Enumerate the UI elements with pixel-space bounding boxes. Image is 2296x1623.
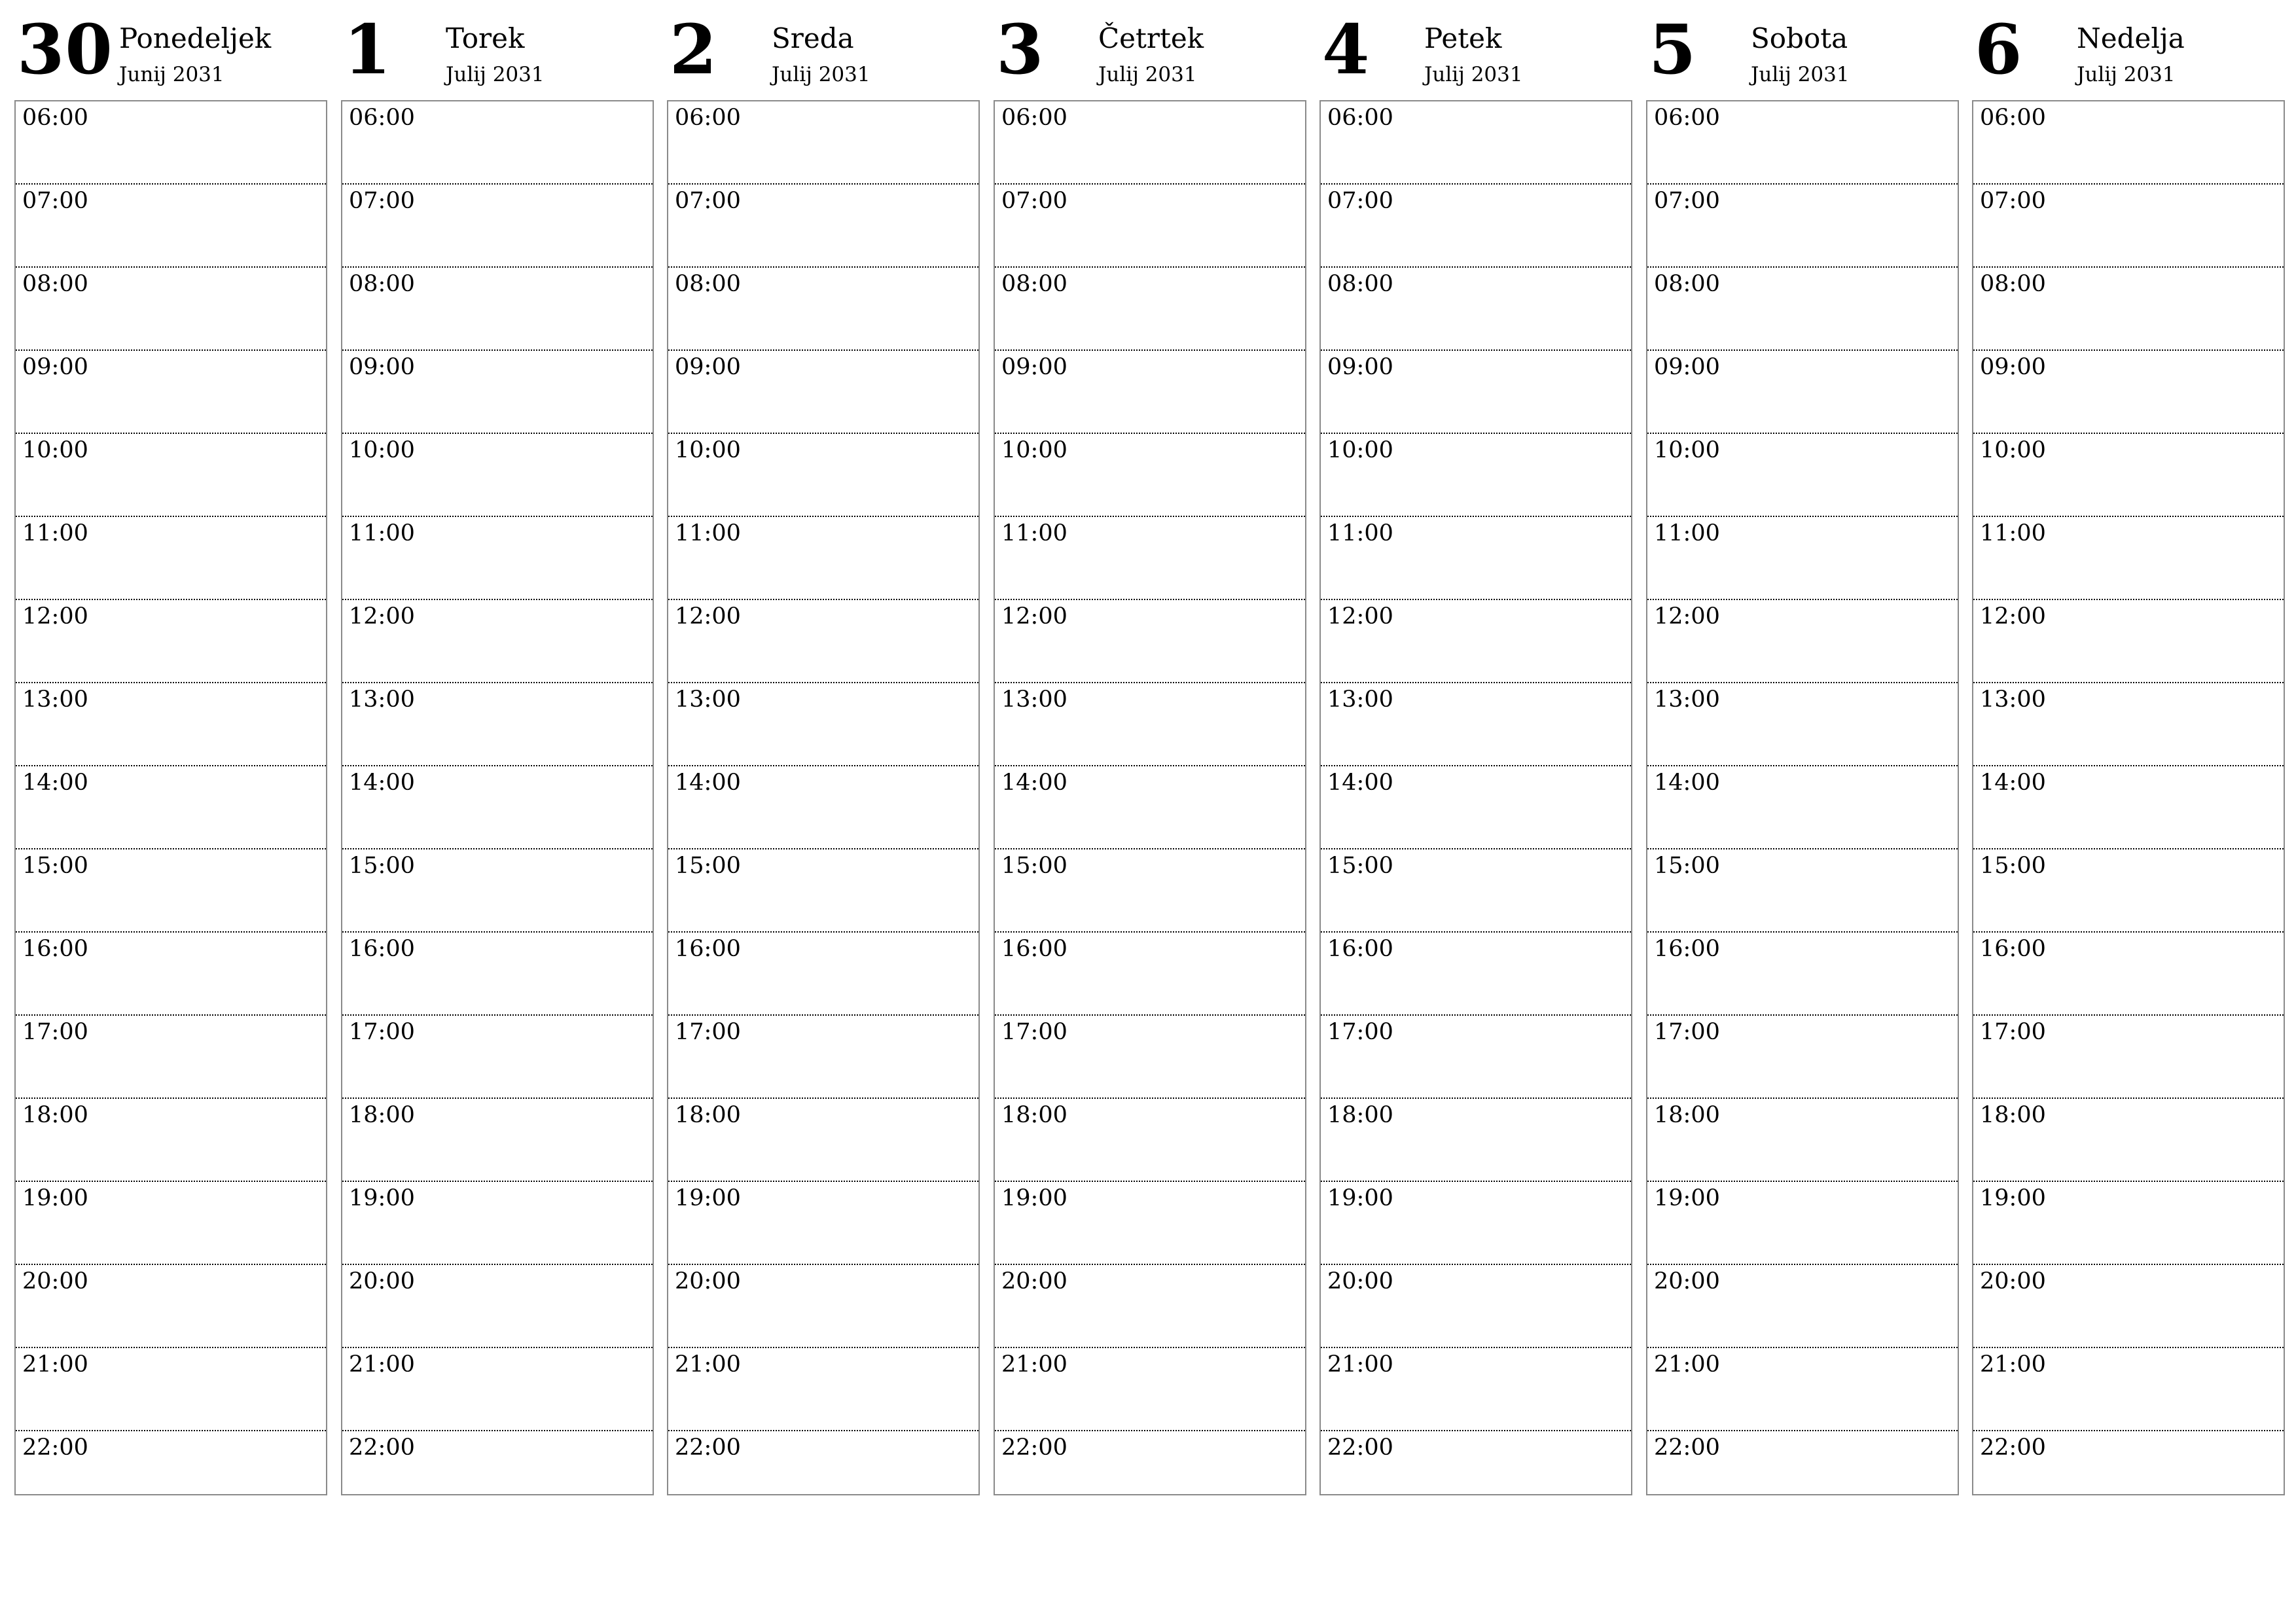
- hour-slot[interactable]: [342, 1265, 653, 1348]
- hour-label: 15:00: [1654, 853, 1720, 879]
- hour-label: 13:00: [675, 687, 741, 713]
- hour-slot-list: [1972, 100, 2285, 1495]
- hour-label: 14:00: [349, 770, 415, 796]
- day-month-year: Julij 2031: [446, 63, 545, 86]
- hour-slot[interactable]: [1321, 101, 1631, 185]
- hour-label: 19:00: [1654, 1185, 1720, 1211]
- hour-slot[interactable]: [1973, 1265, 2284, 1348]
- hour-slot[interactable]: [668, 101, 978, 185]
- hour-slot[interactable]: [16, 1016, 326, 1099]
- hour-label: 14:00: [1654, 770, 1720, 796]
- hour-label: 20:00: [1327, 1268, 1393, 1294]
- hour-slot[interactable]: [668, 351, 978, 434]
- hour-slot[interactable]: [16, 1182, 326, 1265]
- hour-slot[interactable]: [995, 185, 1305, 268]
- hour-slot[interactable]: [1973, 351, 2284, 434]
- hour-slot[interactable]: [1647, 766, 1958, 849]
- hour-label: 06:00: [1327, 105, 1393, 131]
- hour-label: 18:00: [1327, 1102, 1393, 1128]
- hour-slot[interactable]: [1647, 351, 1958, 434]
- hour-slot[interactable]: [1321, 1265, 1631, 1348]
- hour-slot[interactable]: [995, 600, 1305, 683]
- day-number: 5: [1649, 9, 1697, 90]
- hour-slot-list: [14, 100, 327, 1495]
- hour-slot[interactable]: [1321, 1182, 1631, 1265]
- hour-label: 20:00: [1001, 1268, 1067, 1294]
- day-month-year: Junij 2031: [119, 63, 224, 86]
- hour-label: 10:00: [1327, 437, 1393, 463]
- hour-slot[interactable]: [1973, 933, 2284, 1016]
- hour-label: 10:00: [1980, 437, 2046, 463]
- hour-label: 08:00: [1327, 271, 1393, 297]
- hour-slot[interactable]: [1321, 185, 1631, 268]
- hour-slot[interactable]: [342, 1182, 653, 1265]
- hour-label: 21:00: [1980, 1351, 2046, 1378]
- hour-label: 15:00: [22, 853, 88, 879]
- day-number: 1: [344, 9, 392, 90]
- hour-slot[interactable]: [1973, 683, 2284, 766]
- hour-slot[interactable]: [668, 268, 978, 351]
- hour-slot-list: [667, 100, 980, 1495]
- hour-label: 10:00: [1654, 437, 1720, 463]
- hour-slot[interactable]: [668, 1099, 978, 1182]
- hour-label: 08:00: [1001, 271, 1067, 297]
- hour-label: 11:00: [1327, 520, 1393, 546]
- hour-label: 13:00: [1980, 687, 2046, 713]
- hour-slot-list: [341, 100, 654, 1495]
- hour-label: 14:00: [1001, 770, 1067, 796]
- hour-label: 15:00: [675, 853, 741, 879]
- day-month-year: Julij 2031: [1424, 63, 1523, 86]
- hour-slot[interactable]: [16, 351, 326, 434]
- hour-slot[interactable]: [668, 185, 978, 268]
- hour-slot[interactable]: [342, 1431, 653, 1513]
- day-number: 6: [1975, 9, 2023, 90]
- hour-label: 11:00: [349, 520, 415, 546]
- hour-slot[interactable]: [16, 1265, 326, 1348]
- hour-slot[interactable]: [1321, 517, 1631, 600]
- hour-slot[interactable]: [1973, 849, 2284, 933]
- hour-slot[interactable]: [16, 517, 326, 600]
- day-name: Petek: [1424, 22, 1502, 54]
- day-name: Ponedeljek: [119, 22, 272, 54]
- hour-label: 07:00: [1001, 188, 1067, 214]
- hour-slot[interactable]: [995, 1182, 1305, 1265]
- hour-slot[interactable]: [16, 268, 326, 351]
- hour-slot[interactable]: [1321, 683, 1631, 766]
- hour-label: 11:00: [1001, 520, 1067, 546]
- hour-slot[interactable]: [1973, 1182, 2284, 1265]
- hour-label: 21:00: [22, 1351, 88, 1378]
- hour-slot[interactable]: [1647, 268, 1958, 351]
- hour-slot[interactable]: [1647, 185, 1958, 268]
- hour-slot[interactable]: [16, 1431, 326, 1513]
- day-name: Četrtek: [1098, 22, 1204, 54]
- hour-slot[interactable]: [1647, 1099, 1958, 1182]
- hour-label: 12:00: [22, 603, 88, 630]
- hour-slot-list: [1646, 100, 1959, 1495]
- hour-label: 16:00: [1327, 936, 1393, 962]
- hour-label: 22:00: [1001, 1435, 1067, 1461]
- hour-label: 11:00: [675, 520, 741, 546]
- day-number: 3: [996, 9, 1045, 90]
- hour-label: 07:00: [1327, 188, 1393, 214]
- hour-slot[interactable]: [1321, 1431, 1631, 1513]
- hour-slot[interactable]: [342, 1099, 653, 1182]
- hour-label: 06:00: [1980, 105, 2046, 131]
- hour-label: 22:00: [675, 1435, 741, 1461]
- day-number: 2: [670, 9, 718, 90]
- hour-slot[interactable]: [668, 766, 978, 849]
- hour-label: 07:00: [1980, 188, 2046, 214]
- hour-label: 12:00: [675, 603, 741, 630]
- hour-slot[interactable]: [1647, 1265, 1958, 1348]
- day-name: Torek: [446, 22, 525, 54]
- hour-slot[interactable]: [1321, 434, 1631, 517]
- hour-slot[interactable]: [668, 849, 978, 933]
- hour-slot[interactable]: [1321, 1099, 1631, 1182]
- hour-slot[interactable]: [16, 849, 326, 933]
- hour-slot[interactable]: [1973, 185, 2284, 268]
- hour-slot[interactable]: [342, 766, 653, 849]
- hour-label: 12:00: [1327, 603, 1393, 630]
- hour-label: 18:00: [1654, 1102, 1720, 1128]
- hour-slot[interactable]: [1321, 933, 1631, 1016]
- day-column: [1646, 0, 1959, 1499]
- hour-slot[interactable]: [342, 933, 653, 1016]
- hour-label: 11:00: [22, 520, 88, 546]
- hour-slot[interactable]: [1647, 101, 1958, 185]
- hour-label: 15:00: [1327, 853, 1393, 879]
- hour-label: 22:00: [22, 1435, 88, 1461]
- hour-label: 08:00: [675, 271, 741, 297]
- hour-label: 08:00: [22, 271, 88, 297]
- hour-label: 20:00: [22, 1268, 88, 1294]
- hour-label: 07:00: [349, 188, 415, 214]
- hour-label: 08:00: [1980, 271, 2046, 297]
- hour-slot[interactable]: [342, 600, 653, 683]
- hour-slot[interactable]: [995, 849, 1305, 933]
- day-column: [667, 0, 980, 1499]
- hour-label: 16:00: [1980, 936, 2046, 962]
- hour-label: 13:00: [349, 687, 415, 713]
- day-column: [1319, 0, 1632, 1499]
- day-name: Sreda: [772, 22, 854, 54]
- hour-slot[interactable]: [1647, 849, 1958, 933]
- hour-label: 21:00: [1654, 1351, 1720, 1378]
- hour-label: 18:00: [22, 1102, 88, 1128]
- hour-label: 17:00: [22, 1019, 88, 1045]
- hour-label: 12:00: [1001, 603, 1067, 630]
- hour-slot[interactable]: [995, 683, 1305, 766]
- hour-slot[interactable]: [1973, 268, 2284, 351]
- hour-label: 13:00: [1327, 687, 1393, 713]
- hour-label: 14:00: [22, 770, 88, 796]
- hour-label: 17:00: [1327, 1019, 1393, 1045]
- hour-label: 08:00: [1654, 271, 1720, 297]
- hour-label: 09:00: [349, 354, 415, 380]
- hour-label: 19:00: [1980, 1185, 2046, 1211]
- hour-slot[interactable]: [1973, 1099, 2284, 1182]
- hour-label: 10:00: [22, 437, 88, 463]
- hour-slot[interactable]: [16, 600, 326, 683]
- hour-label: 16:00: [1001, 936, 1067, 962]
- hour-slot[interactable]: [995, 1431, 1305, 1513]
- hour-slot[interactable]: [342, 351, 653, 434]
- day-month-year: Julij 2031: [1098, 63, 1197, 86]
- hour-slot[interactable]: [668, 517, 978, 600]
- hour-slot[interactable]: [16, 1348, 326, 1431]
- hour-slot[interactable]: [1647, 1182, 1958, 1265]
- hour-label: 18:00: [1980, 1102, 2046, 1128]
- hour-label: 20:00: [349, 1268, 415, 1294]
- hour-slot[interactable]: [668, 1265, 978, 1348]
- hour-label: 06:00: [1654, 105, 1720, 131]
- hour-slot[interactable]: [1973, 434, 2284, 517]
- day-month-year: Julij 2031: [772, 63, 870, 86]
- hour-slot[interactable]: [1647, 1016, 1958, 1099]
- hour-slot[interactable]: [995, 517, 1305, 600]
- hour-slot[interactable]: [342, 683, 653, 766]
- hour-slot[interactable]: [995, 933, 1305, 1016]
- hour-label: 09:00: [1001, 354, 1067, 380]
- hour-slot[interactable]: [342, 517, 653, 600]
- hour-label: 08:00: [349, 271, 415, 297]
- hour-label: 18:00: [675, 1102, 741, 1128]
- hour-label: 06:00: [22, 105, 88, 131]
- hour-label: 19:00: [1001, 1185, 1067, 1211]
- hour-label: 17:00: [349, 1019, 415, 1045]
- hour-label: 13:00: [1654, 687, 1720, 713]
- hour-label: 16:00: [349, 936, 415, 962]
- hour-slot[interactable]: [995, 351, 1305, 434]
- hour-label: 19:00: [22, 1185, 88, 1211]
- hour-slot[interactable]: [995, 434, 1305, 517]
- hour-slot[interactable]: [342, 1016, 653, 1099]
- hour-slot[interactable]: [668, 933, 978, 1016]
- hour-slot[interactable]: [16, 101, 326, 185]
- day-column: [1972, 0, 2285, 1499]
- hour-slot[interactable]: [16, 933, 326, 1016]
- hour-label: 18:00: [1001, 1102, 1067, 1128]
- hour-label: 14:00: [1327, 770, 1393, 796]
- hour-label: 17:00: [1001, 1019, 1067, 1045]
- hour-slot[interactable]: [342, 1348, 653, 1431]
- day-column: [341, 0, 654, 1499]
- hour-label: 12:00: [1980, 603, 2046, 630]
- hour-label: 14:00: [675, 770, 741, 796]
- hour-slot[interactable]: [995, 1265, 1305, 1348]
- day-column: [994, 0, 1306, 1499]
- hour-label: 09:00: [1654, 354, 1720, 380]
- day-name: Nedelja: [2077, 22, 2185, 54]
- hour-slot[interactable]: [1647, 1348, 1958, 1431]
- day-month-year: Julij 2031: [2077, 63, 2176, 86]
- hour-slot[interactable]: [342, 434, 653, 517]
- hour-label: 09:00: [1980, 354, 2046, 380]
- hour-slot[interactable]: [995, 1348, 1305, 1431]
- hour-label: 17:00: [675, 1019, 741, 1045]
- hour-slot[interactable]: [342, 101, 653, 185]
- hour-label: 07:00: [675, 188, 741, 214]
- hour-label: 13:00: [1001, 687, 1067, 713]
- hour-slot[interactable]: [1321, 1348, 1631, 1431]
- hour-label: 12:00: [1654, 603, 1720, 630]
- hour-slot[interactable]: [668, 1431, 978, 1513]
- hour-label: 22:00: [1980, 1435, 2046, 1461]
- hour-label: 06:00: [349, 105, 415, 131]
- hour-label: 16:00: [675, 936, 741, 962]
- hour-slot[interactable]: [1321, 351, 1631, 434]
- hour-slot[interactable]: [1321, 268, 1631, 351]
- hour-slot-list: [994, 100, 1306, 1495]
- hour-slot[interactable]: [1321, 766, 1631, 849]
- hour-slot[interactable]: [1321, 849, 1631, 933]
- hour-slot[interactable]: [1973, 1348, 2284, 1431]
- hour-slot[interactable]: [668, 434, 978, 517]
- hour-label: 19:00: [349, 1185, 415, 1211]
- hour-slot[interactable]: [668, 1016, 978, 1099]
- hour-slot[interactable]: [16, 766, 326, 849]
- hour-label: 07:00: [1654, 188, 1720, 214]
- hour-slot[interactable]: [1321, 1016, 1631, 1099]
- hour-label: 06:00: [675, 105, 741, 131]
- hour-slot[interactable]: [1973, 766, 2284, 849]
- hour-label: 19:00: [1327, 1185, 1393, 1211]
- hour-slot[interactable]: [995, 766, 1305, 849]
- hour-label: 21:00: [1327, 1351, 1393, 1378]
- hour-slot[interactable]: [1973, 1431, 2284, 1513]
- hour-slot[interactable]: [342, 849, 653, 933]
- hour-label: 21:00: [349, 1351, 415, 1378]
- hour-slot[interactable]: [668, 1182, 978, 1265]
- hour-slot[interactable]: [668, 600, 978, 683]
- hour-slot[interactable]: [995, 268, 1305, 351]
- hour-slot[interactable]: [1647, 1431, 1958, 1513]
- hour-label: 21:00: [1001, 1351, 1067, 1378]
- hour-slot[interactable]: [16, 185, 326, 268]
- hour-slot[interactable]: [1321, 600, 1631, 683]
- hour-label: 20:00: [1654, 1268, 1720, 1294]
- hour-label: 17:00: [1654, 1019, 1720, 1045]
- hour-label: 18:00: [349, 1102, 415, 1128]
- hour-label: 11:00: [1654, 520, 1720, 546]
- hour-label: 15:00: [1001, 853, 1067, 879]
- day-month-year: Julij 2031: [1751, 63, 1850, 86]
- day-column: [14, 0, 327, 1499]
- hour-slot[interactable]: [342, 268, 653, 351]
- hour-label: 12:00: [349, 603, 415, 630]
- hour-label: 14:00: [1980, 770, 2046, 796]
- hour-label: 19:00: [675, 1185, 741, 1211]
- hour-slot[interactable]: [1647, 600, 1958, 683]
- hour-label: 17:00: [1980, 1019, 2046, 1045]
- hour-slot[interactable]: [1973, 1016, 2284, 1099]
- hour-slot[interactable]: [342, 185, 653, 268]
- hour-label: 15:00: [1980, 853, 2046, 879]
- hour-slot[interactable]: [995, 1099, 1305, 1182]
- hour-label: 21:00: [675, 1351, 741, 1378]
- hour-slot[interactable]: [16, 1099, 326, 1182]
- hour-slot[interactable]: [995, 1016, 1305, 1099]
- day-name: Sobota: [1751, 22, 1848, 54]
- hour-slot-list: [1319, 100, 1632, 1495]
- hour-slot[interactable]: [1647, 434, 1958, 517]
- hour-label: 16:00: [22, 936, 88, 962]
- day-number: 30: [17, 9, 113, 90]
- hour-label: 10:00: [675, 437, 741, 463]
- hour-label: 22:00: [1327, 1435, 1393, 1461]
- hour-label: 22:00: [349, 1435, 415, 1461]
- hour-slot[interactable]: [995, 101, 1305, 185]
- hour-label: 09:00: [675, 354, 741, 380]
- hour-slot[interactable]: [668, 683, 978, 766]
- hour-slot[interactable]: [1647, 517, 1958, 600]
- hour-label: 22:00: [1654, 1435, 1720, 1461]
- hour-slot[interactable]: [16, 683, 326, 766]
- hour-label: 10:00: [349, 437, 415, 463]
- day-number: 4: [1322, 9, 1371, 90]
- hour-slot[interactable]: [1647, 683, 1958, 766]
- hour-label: 13:00: [22, 687, 88, 713]
- hour-label: 06:00: [1001, 105, 1067, 131]
- hour-label: 09:00: [1327, 354, 1393, 380]
- hour-label: 09:00: [22, 354, 88, 380]
- hour-label: 16:00: [1654, 936, 1720, 962]
- hour-label: 15:00: [349, 853, 415, 879]
- hour-slot[interactable]: [668, 1348, 978, 1431]
- hour-label: 20:00: [1980, 1268, 2046, 1294]
- hour-label: 10:00: [1001, 437, 1067, 463]
- hour-label: 07:00: [22, 188, 88, 214]
- hour-slot[interactable]: [1973, 517, 2284, 600]
- hour-slot[interactable]: [1647, 933, 1958, 1016]
- hour-slot[interactable]: [1973, 600, 2284, 683]
- hour-slot[interactable]: [16, 434, 326, 517]
- hour-label: 11:00: [1980, 520, 2046, 546]
- hour-slot[interactable]: [1973, 101, 2284, 185]
- hour-label: 20:00: [675, 1268, 741, 1294]
